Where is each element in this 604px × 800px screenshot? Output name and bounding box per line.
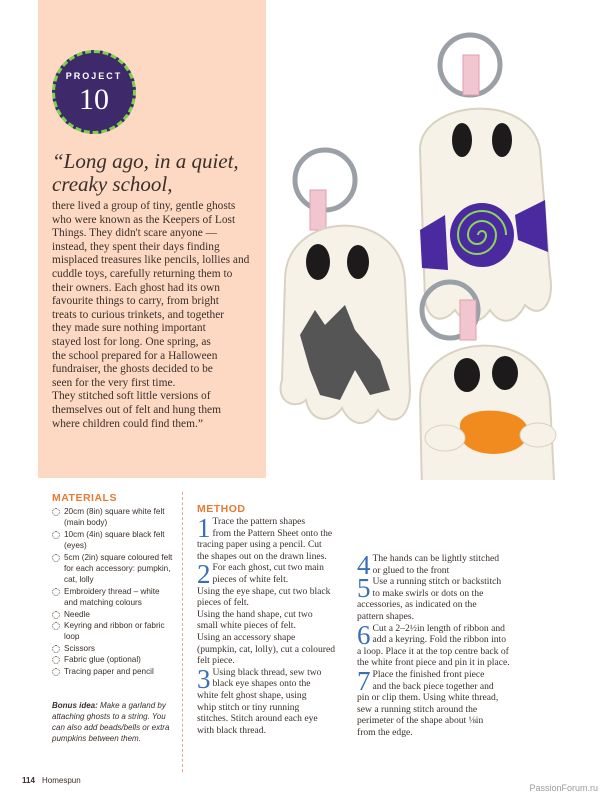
step-text: Trace the pattern shapes from the Pattern Sheet onto the tracing paper using a pencil. Cut the shapes out on the drawn lines.	[197, 516, 333, 562]
materials-item: 10cm (4in) square black felt (eyes)	[52, 529, 174, 552]
method-step	[197, 559, 355, 667]
step-text: The hands can be lightly stitched or glued to the front	[372, 553, 500, 576]
ghost-hand	[520, 423, 556, 447]
ribbon-loop	[460, 300, 476, 340]
ghost-eye	[452, 123, 472, 157]
method-step	[197, 663, 355, 737]
method-step	[357, 550, 522, 580]
step-text: Using black thread, sew two black eye shapes onto the white felt ghost shape, using whip stitch or tiny running stitches. Stitch around each eye with black thread.	[197, 666, 322, 736]
step-number: 5	[357, 573, 371, 604]
story-block	[52, 150, 277, 431]
materials-item: 5cm (2in) square coloured felt for each accessory: pumpkin, cat, lolly	[52, 552, 174, 586]
step-number: 6	[357, 619, 371, 650]
step-number: 7	[357, 665, 371, 696]
ghost-eye	[306, 244, 330, 280]
ghost-hand	[425, 425, 465, 451]
step-text: Place the finished front piece and the back piece together and pin or clip them. Using white thread, sew a running stitch around the perimeter of the shape about ⅛in from the edge.	[357, 668, 499, 738]
ghost-eye	[492, 123, 512, 157]
ghost-keyrings-photo	[270, 30, 600, 480]
step-text: For each ghost, cut two main pieces of white felt. Using the eye shape, cut two black pieces of felt. Using the hand shape, cut two small white pieces of felt. Using an accessory shape (pumpkin, cat, lolly), cut a coloured felt piece.	[197, 562, 336, 667]
page-number: 114	[22, 776, 35, 785]
materials-item: Embroidery thread – white and matching colours	[52, 586, 174, 609]
ghost-eye	[347, 245, 369, 279]
ribbon-loop	[463, 55, 479, 95]
bonus-idea	[52, 700, 170, 744]
method-title: METHOD	[197, 503, 246, 515]
story-body: there lived a group of tiny, gentle ghosts who were known as the Keepers of Lost Things. They didn't scare anyone — instead, they spent their days finding misplaced treasures like pencils, lollies and cuddle toys, carefully returning them to their owners. Each ghost had its own favourite things to carry, from bright treats to curious trinkets, and together they made sure nothing important stayed lost for long. One spring, as the school prepared for a Halloween fundraiser, the ghosts decided to be seen for the very first time. They stitched soft little versions of themselves out of felt and hung them where children could find them.”	[52, 200, 250, 430]
ghost-lolly-keyring	[420, 35, 551, 321]
pumpkin-icon	[460, 411, 528, 454]
step-number: 4	[357, 550, 371, 580]
ghost-eye	[492, 356, 518, 390]
method-step	[197, 513, 355, 562]
step-number: 1	[197, 513, 211, 543]
materials-item: Keyring and ribbon or fabric loop	[52, 620, 174, 643]
project-badge	[52, 50, 136, 134]
materials-item: 20cm (8in) square white felt (main body)	[52, 506, 174, 529]
ribbon-loop	[310, 190, 326, 230]
ghost-cat-keyring	[281, 150, 410, 423]
lolly-icon	[450, 203, 514, 267]
method-step	[357, 665, 522, 739]
step-text: Use a running stitch or backstitch to make swirls or dots on the accessories, as indicated on the pattern shapes.	[357, 576, 502, 622]
materials-item: Needle	[52, 609, 174, 620]
materials-item: Tracing paper and pencil	[52, 666, 174, 677]
ghost-eye	[454, 358, 480, 392]
method-step	[357, 619, 522, 669]
magazine-name: Homespun	[42, 776, 81, 785]
method-column-right	[357, 550, 522, 739]
materials-item: Scissors	[52, 643, 174, 654]
bonus-label: Bonus idea:	[52, 701, 98, 710]
step-number: 3	[197, 663, 211, 694]
method-step	[357, 573, 522, 622]
materials-list	[52, 506, 174, 677]
materials-title: MATERIALS	[52, 492, 117, 504]
project-badge-number: 10	[79, 83, 109, 116]
watermark: PassionForum.ru	[529, 783, 598, 793]
project-badge-word: PROJECT	[65, 71, 123, 81]
materials-item: Fabric glue (optional)	[52, 654, 174, 665]
column-divider	[182, 492, 183, 772]
step-text: Cut a 2–2½in length of ribbon and add a keyring. Fold the ribbon into a loop. Place it at the top centre back of the white front piece and pin it in place.	[357, 622, 510, 669]
bonus-text: Make a garland by attaching ghosts to a string. You can also add beads/bells or extra pumpkins between them.	[52, 701, 170, 743]
step-number: 2	[197, 559, 211, 590]
method-column-left	[197, 513, 355, 736]
story-quote: “Long ago, in a quiet, creaky school,	[52, 149, 239, 196]
